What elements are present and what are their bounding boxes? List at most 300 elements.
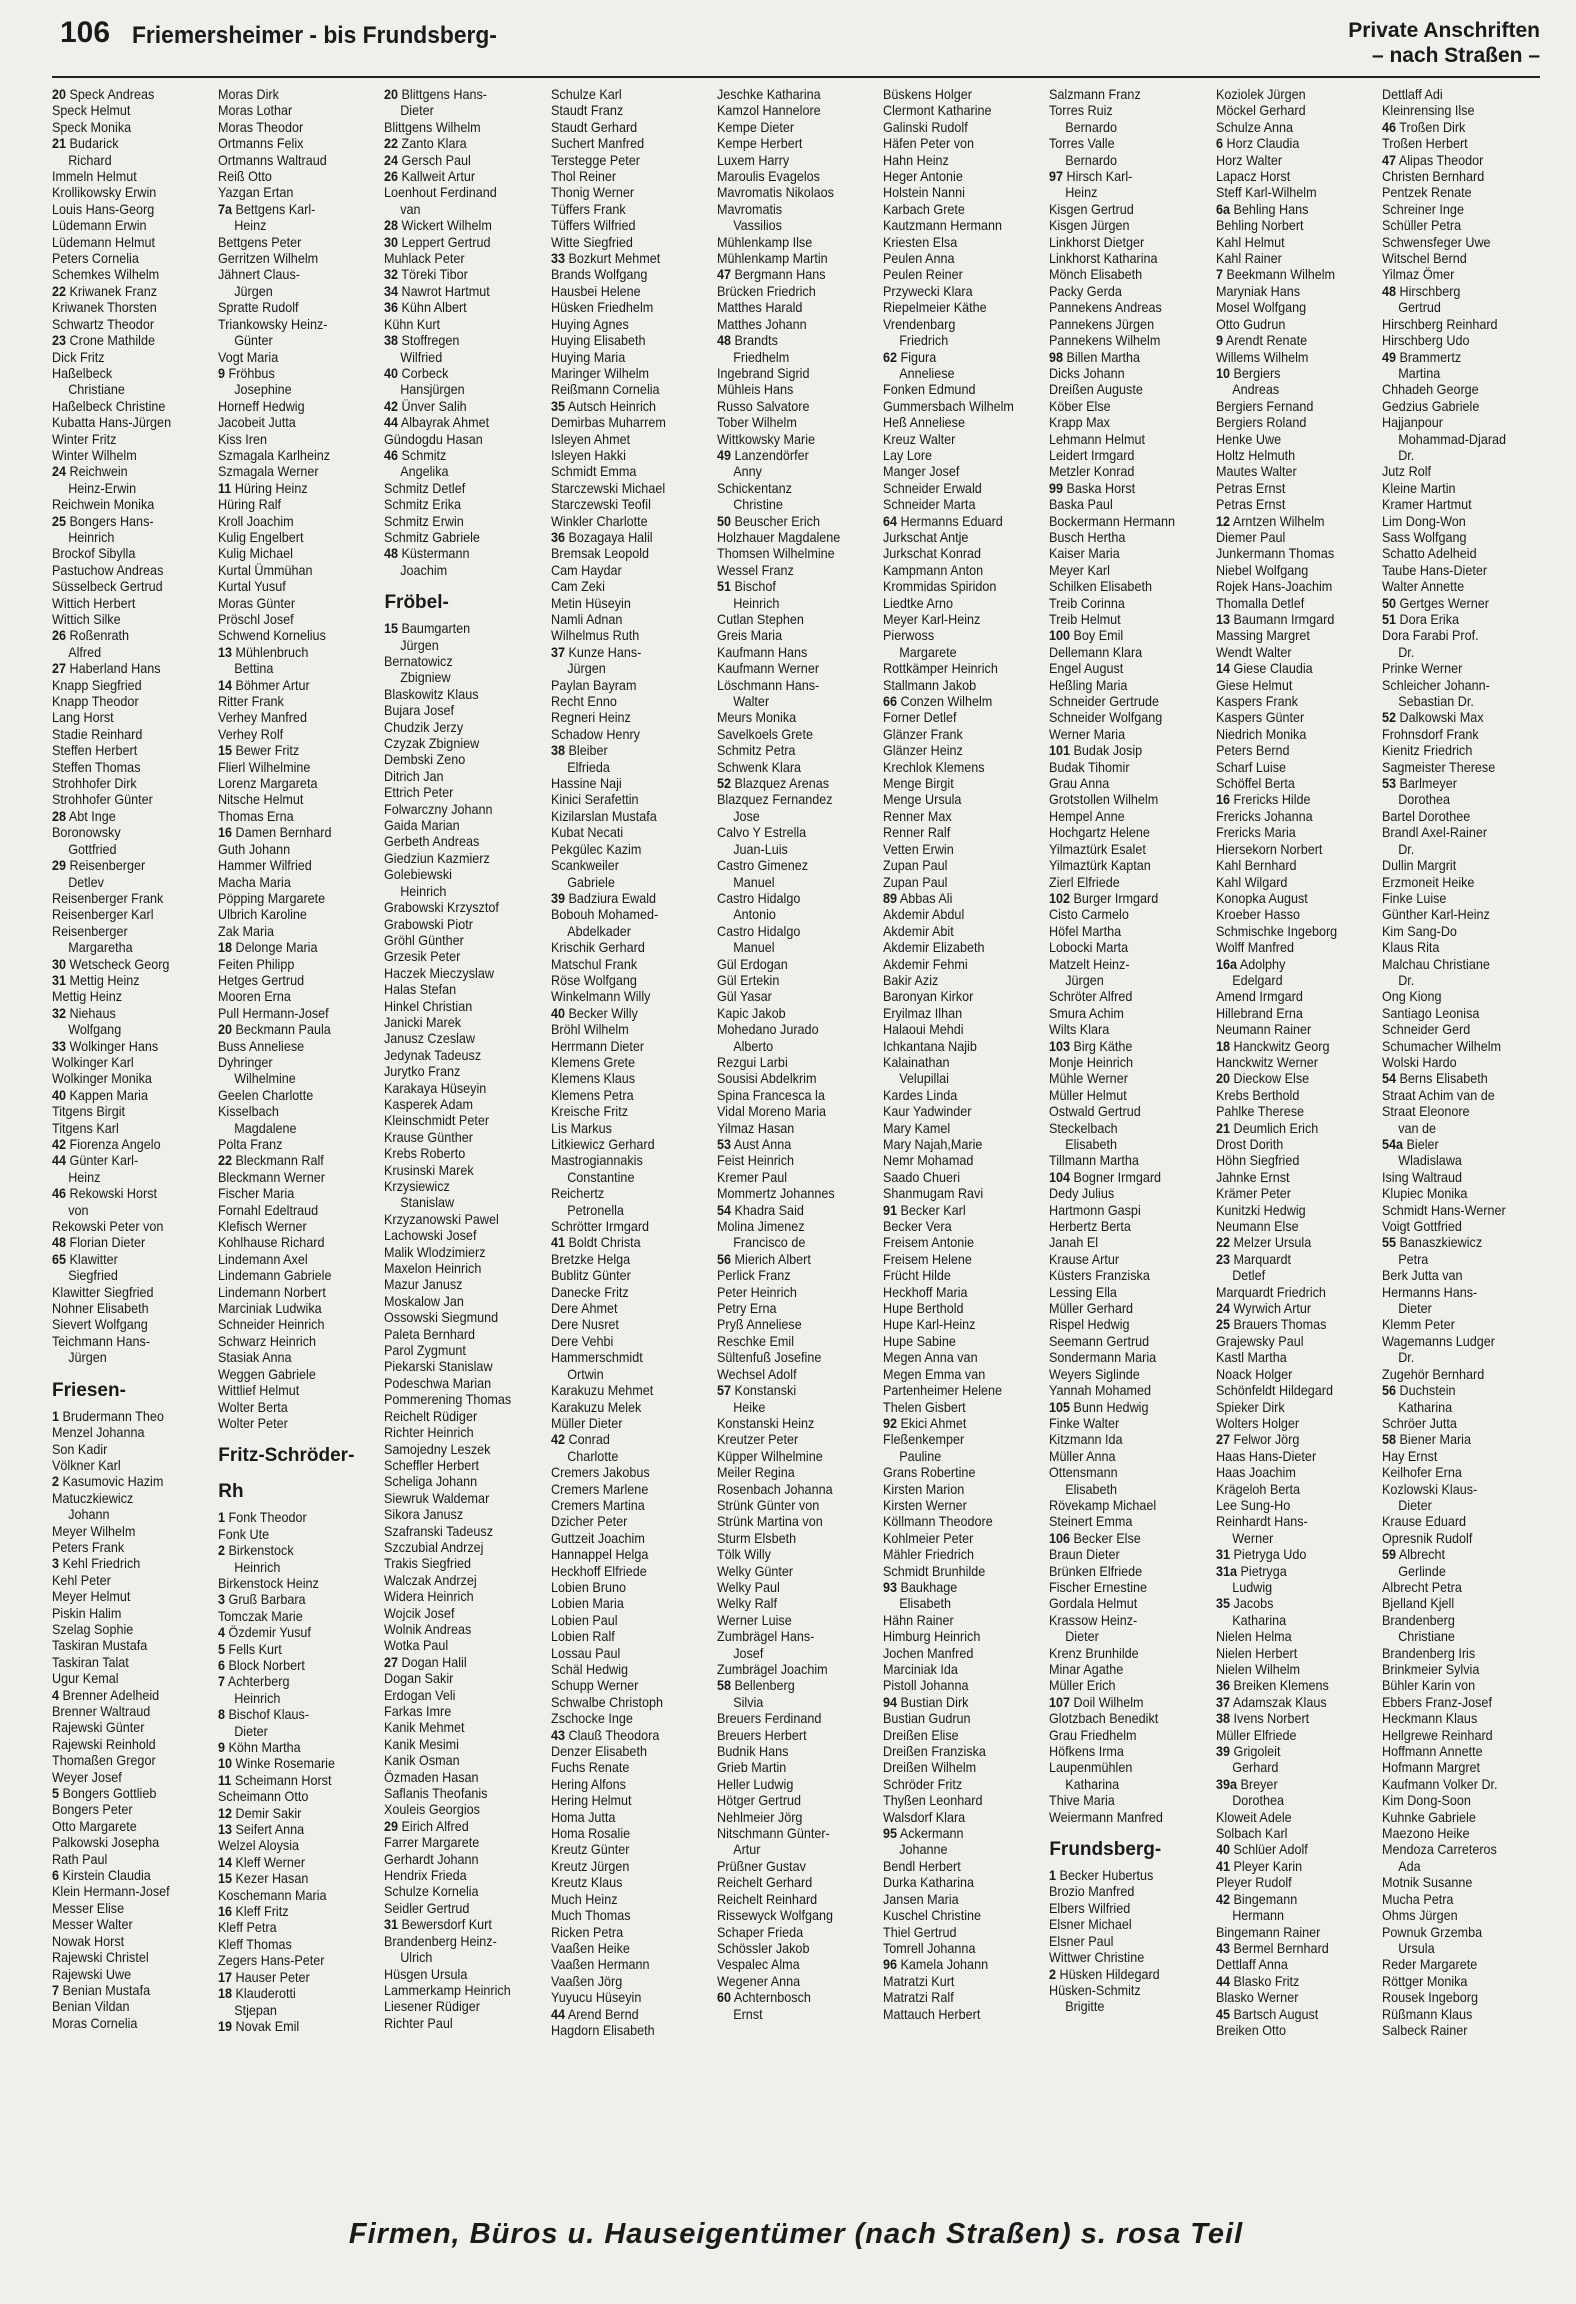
- resident-name: Ackermann: [899, 1825, 964, 1842]
- resident-entry: [883, 250, 1025, 266]
- resident-name: Wolkinger Karl: [52, 1053, 134, 1070]
- resident-entry: [218, 1267, 360, 1283]
- resident-name: Heinrich: [68, 528, 115, 545]
- resident-name: Petras Ernst: [1215, 479, 1285, 496]
- resident-entry: [1049, 349, 1191, 365]
- resident-entry-continuation: [52, 1506, 194, 1522]
- resident-entry: [717, 1464, 859, 1480]
- resident-entry-continuation: [1382, 431, 1524, 447]
- resident-name: Böhmer Artur: [235, 676, 310, 693]
- resident-name: Yilmaztürk Kaptan: [1049, 857, 1152, 874]
- resident-name: Megen Emma van: [883, 1365, 986, 1382]
- resident-entry: [1382, 956, 1524, 972]
- resident-entry: [52, 1251, 194, 1267]
- resident-entry: [1382, 627, 1524, 643]
- resident-entry: [1382, 1005, 1524, 1021]
- resident-entry-continuation: [717, 939, 859, 955]
- resident-name: Bettgens Peter: [218, 233, 302, 250]
- resident-name: Kleinrensing Ilse: [1381, 102, 1475, 119]
- house-number: 27: [1215, 1431, 1230, 1448]
- resident-entry: [1049, 480, 1191, 496]
- resident-entry-continuation: [717, 1038, 859, 1054]
- resident-name: Breuers Ferdinand: [716, 1710, 822, 1727]
- resident-name: Strünk Günter von: [716, 1496, 820, 1513]
- resident-name: Freisem Antonie: [883, 1234, 975, 1251]
- resident-name: Mucha Petra: [1381, 1890, 1454, 1907]
- resident-entry: [717, 414, 859, 430]
- resident-name: Benian Mustafa: [62, 1981, 151, 1998]
- resident-name: Burger Irmgard: [1073, 889, 1159, 906]
- resident-entry: [1216, 1415, 1358, 1431]
- resident-name: Grabowski Krzysztof: [384, 899, 500, 916]
- house-number: 8: [218, 1706, 226, 1723]
- resident-entry: [883, 1038, 1025, 1054]
- resident-entry: [1216, 1595, 1358, 1611]
- resident-entry: [218, 1185, 360, 1201]
- resident-name: Bretzke Helga: [550, 1250, 630, 1267]
- resident-entry: [384, 1654, 526, 1670]
- resident-name: Hinkel Christian: [384, 997, 473, 1014]
- resident-name: Krassow Heinz-: [1049, 1611, 1138, 1628]
- house-number: 24: [1215, 1300, 1230, 1317]
- resident-name: Schupp Werner: [550, 1677, 638, 1694]
- resident-name: Ekici Ahmet: [900, 1414, 967, 1431]
- resident-name: Metin Hüseyin: [550, 594, 631, 611]
- resident-entry: [1216, 496, 1358, 512]
- resident-name: Budak Tihomir: [1049, 758, 1130, 775]
- resident-entry: [52, 1333, 194, 1349]
- resident-name: Speck Monika: [52, 118, 132, 135]
- resident-name: Baska Paul: [1049, 496, 1114, 513]
- resident-name: Huying Maria: [550, 348, 625, 365]
- resident-name: Bakir Aziz: [883, 971, 939, 988]
- resident-entry: [1049, 874, 1191, 890]
- resident-entry: [1049, 1563, 1191, 1579]
- resident-name: Vetten Erwin: [883, 840, 954, 857]
- resident-entry: [384, 817, 526, 833]
- resident-name: Kaufmann Werner: [716, 660, 819, 677]
- resident-entry: [551, 1841, 693, 1857]
- resident-name: Eryilmaz Ilhan: [883, 1004, 963, 1021]
- resident-name: Kizilarslan Mustafa: [550, 807, 657, 824]
- resident-entry: [384, 1227, 526, 1243]
- resident-name: Bublitz Günter: [550, 1267, 631, 1284]
- resident-entry: [717, 1710, 859, 1726]
- resident-entry: [883, 791, 1025, 807]
- resident-entry: [218, 1969, 360, 1985]
- resident-entry: [883, 857, 1025, 873]
- resident-entry-continuation: [1382, 791, 1524, 807]
- resident-name: Szmagala Karlheinz: [218, 446, 331, 463]
- resident-entry: [218, 119, 360, 135]
- house-number: 18: [218, 1985, 233, 2002]
- resident-name: Menzel Johanna: [52, 1424, 145, 1441]
- resident-entry: [1216, 677, 1358, 693]
- resident-name: Marciniak Ida: [883, 1661, 959, 1677]
- resident-entry: [52, 1818, 194, 1834]
- resident-name: Kappen Maria: [69, 1086, 148, 1103]
- resident-name: Arntzen Wilhelm: [1232, 512, 1325, 529]
- resident-entry: [551, 1759, 693, 1775]
- resident-name: Brammertz: [1399, 348, 1461, 365]
- resident-entry: [1216, 1563, 1358, 1579]
- resident-name: Hausbei Helene: [550, 282, 641, 299]
- resident-name: Dullin Margrit: [1381, 857, 1456, 874]
- resident-name: Erdogan Veli: [384, 1686, 456, 1703]
- resident-name: Opresnik Rudolf: [1381, 1529, 1473, 1546]
- resident-entry: [218, 1805, 360, 1821]
- resident-name: Hering Alfons: [550, 1775, 626, 1792]
- resident-entry: [1382, 1513, 1524, 1529]
- resident-name: Conrad: [568, 1431, 610, 1448]
- resident-entry: [1049, 545, 1191, 561]
- resident-name: Kinici Serafettin: [550, 791, 639, 808]
- resident-entry: [1382, 1038, 1524, 1054]
- resident-name: Stanislaw: [400, 1194, 455, 1211]
- resident-name: Piekarski Stanislaw: [384, 1358, 493, 1375]
- resident-entry: [218, 562, 360, 578]
- resident-name: Schickentanz: [716, 479, 792, 496]
- resident-name: Müller Elfriede: [1215, 1726, 1297, 1743]
- resident-entry: [52, 677, 194, 693]
- resident-name: Ulbrich Karoline: [218, 906, 308, 923]
- resident-name: Meiler Regina: [716, 1464, 795, 1481]
- resident-entry-continuation: [1216, 1907, 1358, 1923]
- resident-entry: [218, 480, 360, 496]
- resident-name: Kloweit Adele: [1215, 1808, 1292, 1825]
- resident-name: Bröhl Wilhelm: [550, 1021, 629, 1038]
- resident-name: Heger Antonie: [883, 168, 963, 185]
- resident-entry: [218, 1772, 360, 1788]
- resident-entry-continuation: [218, 332, 360, 348]
- resident-name: Cremers Marlene: [550, 1480, 648, 1497]
- resident-name: Seifert Anna: [235, 1821, 305, 1838]
- resident-name: Sebastian Dr.: [1397, 693, 1474, 710]
- resident-entry: [717, 1973, 859, 1989]
- resident-name: Steinert Emma: [1049, 1513, 1133, 1530]
- resident-name: Dora Farabi Prof.: [1381, 627, 1479, 644]
- resident-name: Yannah Mohamed: [1049, 1382, 1152, 1399]
- resident-entry: [1049, 1152, 1191, 1168]
- resident-entry: [52, 1801, 194, 1817]
- resident-name: Heckmann Klaus: [1381, 1710, 1478, 1727]
- resident-entry: [1382, 1595, 1524, 1611]
- resident-entry: [218, 398, 360, 414]
- resident-entry: [1382, 1316, 1524, 1332]
- resident-entry: [1382, 1021, 1524, 1037]
- resident-entry: [1216, 1284, 1358, 1300]
- resident-entry: [1049, 398, 1191, 414]
- house-number: 60: [716, 1989, 731, 2006]
- resident-name: Brandenberg: [1381, 1611, 1455, 1628]
- resident-entry: [551, 496, 693, 512]
- resident-entry: [218, 1870, 360, 1886]
- resident-entry-continuation: [218, 1070, 360, 1086]
- resident-name: Schrötter Irmgard: [550, 1218, 649, 1235]
- resident-name: Boy Emil: [1073, 627, 1124, 644]
- resident-entry: [52, 102, 194, 118]
- resident-name: Breyer: [1240, 1775, 1278, 1792]
- resident-name: Suchert Manfred: [550, 135, 644, 152]
- resident-name: Schulze Kornelia: [384, 1883, 479, 1900]
- house-number: 12: [218, 1804, 233, 1821]
- resident-name: Saflanis Theofanis: [384, 1785, 488, 1802]
- resident-name: Bingemann: [1233, 1890, 1297, 1907]
- resident-name: Budak Josip: [1073, 742, 1143, 759]
- resident-entry: [883, 1333, 1025, 1349]
- resident-entry: [551, 611, 693, 627]
- resident-entry: [1216, 1038, 1358, 1054]
- resident-name: Möckel Gerhard: [1215, 102, 1306, 119]
- resident-entry: [1049, 759, 1191, 775]
- resident-entry-continuation: [717, 808, 859, 824]
- resident-name: Bergiers Roland: [1215, 414, 1306, 431]
- resident-name: Mühlenkamp Martin: [716, 250, 828, 267]
- resident-name: Hassine Naji: [550, 775, 622, 792]
- resident-entry: [551, 102, 693, 118]
- resident-entry: [52, 119, 194, 135]
- resident-name: Dere Nusret: [550, 1316, 619, 1333]
- resident-name: Konstanski: [734, 1382, 797, 1399]
- resident-entry: [1049, 1333, 1191, 1349]
- resident-entry: [883, 217, 1025, 233]
- resident-entry: [52, 709, 194, 725]
- resident-entry: [384, 1211, 526, 1227]
- resident-entry-continuation: [551, 1448, 693, 1464]
- house-number: 58: [716, 1677, 731, 1694]
- resident-entry: [1216, 1234, 1358, 1250]
- resident-name: Wolkinger Monika: [52, 1070, 152, 1087]
- resident-name: Rezgui Larbi: [716, 1053, 788, 1070]
- resident-entry: [384, 266, 526, 282]
- resident-name: Mähler Friedrich: [883, 1546, 975, 1563]
- resident-entry: [1216, 1005, 1358, 1021]
- resident-name: Welzel Aloysia: [218, 1837, 300, 1854]
- resident-entry: [1216, 332, 1358, 348]
- resident-entry: [384, 1096, 526, 1112]
- resident-name: Wotka Paul: [384, 1637, 449, 1654]
- resident-entry: [1049, 1399, 1191, 1415]
- resident-name: Felwor Jörg: [1233, 1431, 1299, 1448]
- resident-name: Stjepan: [234, 2001, 278, 2018]
- resident-name: Heinrich: [400, 882, 447, 899]
- resident-entry: [384, 1982, 526, 1998]
- resident-name: Schüller Petra: [1381, 217, 1461, 234]
- resident-entry: [1216, 1169, 1358, 1185]
- resident-name: Hetges Gertrud: [218, 971, 305, 988]
- resident-name: Adamszak Klaus: [1232, 1693, 1327, 1710]
- resident-entry: [551, 1316, 693, 1332]
- resident-entry: [717, 152, 859, 168]
- resident-entry: [883, 595, 1025, 611]
- resident-entry: [1382, 2006, 1524, 2022]
- resident-name: Speck Andreas: [69, 86, 155, 102]
- resident-name: Dogan Halil: [401, 1653, 468, 1670]
- directory-column-8: [1216, 86, 1374, 2166]
- resident-entry: [1049, 988, 1191, 1004]
- resident-name: Marquardt Friedrich: [1215, 1283, 1326, 1300]
- resident-name: Schneider Wolfgang: [1049, 709, 1163, 726]
- resident-name: Birkenstock: [228, 1542, 294, 1559]
- resident-name: Kreutz Günter: [550, 1841, 630, 1858]
- resident-name: Thelen Gisbert: [883, 1398, 966, 1415]
- resident-entry: [218, 1349, 360, 1365]
- resident-name: Müller Gerhard: [1049, 1300, 1134, 1317]
- resident-entry: [717, 1891, 859, 1907]
- resident-name: Mastrogiannakis: [550, 1152, 643, 1169]
- resident-name: Lobocki Marta: [1049, 939, 1129, 956]
- resident-name: Dr.: [1397, 840, 1415, 857]
- resident-entry-continuation: [717, 906, 859, 922]
- house-number: 23: [1215, 1250, 1230, 1267]
- resident-entry: [1216, 168, 1358, 184]
- house-number: 40: [1215, 1841, 1230, 1858]
- resident-name: Ditrich Jan: [384, 767, 444, 784]
- resident-name: Schmischke Ingeborg: [1215, 922, 1337, 939]
- house-number: 45: [1215, 2005, 1230, 2022]
- resident-name: Dettlaff Adi: [1381, 86, 1443, 102]
- resident-name: Bobouh Mohamed-: [550, 906, 658, 923]
- resident-name: Piskin Halim: [52, 1604, 122, 1621]
- resident-name: Vidal Moreno Maria: [716, 1103, 826, 1120]
- resident-name: Schemkes Wilhelm: [52, 266, 160, 283]
- resident-name: Zugehör Bernhard: [1381, 1365, 1485, 1382]
- resident-name: Heinz: [1065, 184, 1098, 201]
- resident-entry: [384, 2015, 526, 2031]
- resident-name: Francisco de: [733, 1234, 806, 1251]
- resident-name: Brands Wolfgang: [550, 266, 648, 283]
- resident-entry: [551, 431, 693, 447]
- resident-name: Pannekens Jürgen: [1049, 315, 1155, 332]
- resident-entry: [52, 414, 194, 430]
- resident-entry: [218, 824, 360, 840]
- resident-name: Polta Franz: [218, 1136, 283, 1152]
- resident-name: Yilmaz Hasan: [716, 1119, 795, 1136]
- resident-name: Rath Paul: [52, 1850, 108, 1867]
- house-number: 10: [218, 1755, 233, 1772]
- resident-name: Erzmoneit Heike: [1381, 873, 1475, 890]
- resident-entry: [218, 791, 360, 807]
- resident-entry-continuation: [384, 669, 526, 685]
- resident-name: Hähn Rainer: [883, 1611, 954, 1628]
- resident-entry: [883, 1267, 1025, 1283]
- resident-entry: [52, 1621, 194, 1637]
- resident-name: Lay Lore: [883, 446, 933, 463]
- resident-entry: [52, 1490, 194, 1506]
- resident-name: Jacobs: [1233, 1595, 1273, 1612]
- resident-name: Peulen Reiner: [883, 266, 963, 283]
- resident-entry: [551, 184, 693, 200]
- resident-name: Grajewsky Paul: [1215, 1332, 1304, 1349]
- resident-name: Richter Heinrich: [384, 1424, 475, 1441]
- resident-entry: [551, 808, 693, 824]
- resident-name: Jansen Maria: [883, 1890, 959, 1907]
- resident-name: Friedhelm: [733, 348, 790, 365]
- resident-entry: [883, 890, 1025, 906]
- house-number: 97: [1049, 168, 1064, 185]
- resident-name: Becker Karl: [900, 1201, 966, 1218]
- resident-name: Kreutz Jürgen: [550, 1857, 630, 1874]
- resident-entry: [1216, 316, 1358, 332]
- resident-name: Albrecht Petra: [1381, 1578, 1462, 1595]
- resident-entry: [883, 1284, 1025, 1300]
- resident-name: Reschke Emil: [716, 1332, 794, 1349]
- resident-name: Banaszkiewicz: [1399, 1234, 1482, 1251]
- resident-entry-continuation: [218, 381, 360, 397]
- street-heading: Friesen-: [52, 1379, 126, 1401]
- house-number: 95: [883, 1825, 898, 1842]
- house-number: 16a: [1215, 955, 1237, 972]
- resident-name: Kleff Petra: [218, 1919, 277, 1936]
- house-number: 42: [550, 1431, 565, 1448]
- resident-name: Lindemann Norbert: [218, 1283, 327, 1300]
- resident-entry: [384, 1309, 526, 1325]
- resident-entry: [551, 234, 693, 250]
- resident-name: Castro Hidalgo: [716, 922, 801, 939]
- resident-entry: [1382, 184, 1524, 200]
- resident-name: Krusinski Marek: [384, 1161, 475, 1178]
- resident-name: Thol Reiner: [550, 168, 616, 185]
- resident-entry: [883, 1202, 1025, 1218]
- resident-name: Artur: [733, 1841, 761, 1858]
- resident-name: Figura: [900, 348, 937, 365]
- resident-name: Müller Anna: [1049, 1447, 1116, 1464]
- resident-name: Winter Wilhelm: [52, 446, 137, 463]
- resident-name: Samojedny Leszek: [384, 1440, 491, 1457]
- resident-name: Schleicher Johann-: [1381, 676, 1490, 693]
- resident-entry-continuation: [1382, 1858, 1524, 1874]
- resident-entry: [1216, 1661, 1358, 1677]
- resident-entry: [52, 349, 194, 365]
- resident-name: Kallweit Artur: [401, 168, 476, 185]
- house-number: 27: [52, 660, 67, 677]
- resident-name: Schröter Alfred: [1049, 988, 1133, 1005]
- resident-name: Heckhoff Maria: [883, 1283, 968, 1300]
- resident-name: Gerbeth Andreas: [384, 833, 480, 850]
- resident-entry: [218, 1837, 360, 1853]
- resident-entry: [883, 874, 1025, 890]
- resident-name: Marciniak Ludwika: [218, 1300, 322, 1317]
- resident-entry: [1049, 1005, 1191, 1021]
- resident-entry: [883, 1956, 1025, 1972]
- resident-entry: [384, 998, 526, 1014]
- resident-entry: [1049, 1120, 1191, 1136]
- resident-name: Walczak Andrzej: [384, 1571, 478, 1588]
- resident-entry: [1382, 1169, 1524, 1185]
- resident-entry: [883, 1300, 1025, 1316]
- resident-entry: [717, 709, 859, 725]
- resident-entry: [1049, 1251, 1191, 1267]
- resident-name: Duchstein: [1399, 1382, 1456, 1399]
- resident-entry: [218, 266, 360, 282]
- resident-name: Meyer Helmut: [52, 1588, 131, 1605]
- resident-name: Kahl Bernhard: [1215, 857, 1297, 874]
- resident-entry: [384, 620, 526, 636]
- resident-entry: [384, 1752, 526, 1768]
- resident-entry-continuation: [1382, 1251, 1524, 1267]
- resident-entry: [551, 988, 693, 1004]
- resident-name: Petry Erna: [716, 1300, 777, 1317]
- house-number: 39a: [1215, 1775, 1237, 1792]
- resident-entry: [883, 480, 1025, 496]
- resident-name: Heinz-Erwin: [68, 479, 137, 496]
- resident-name: Torres Valle: [1049, 135, 1115, 152]
- resident-name: Lüdemann Helmut: [52, 233, 155, 250]
- resident-entry: [52, 135, 194, 151]
- resident-name: Kehl Friedrich: [62, 1555, 141, 1572]
- resident-entry: [1049, 660, 1191, 676]
- resident-name: Troßen Herbert: [1381, 135, 1468, 152]
